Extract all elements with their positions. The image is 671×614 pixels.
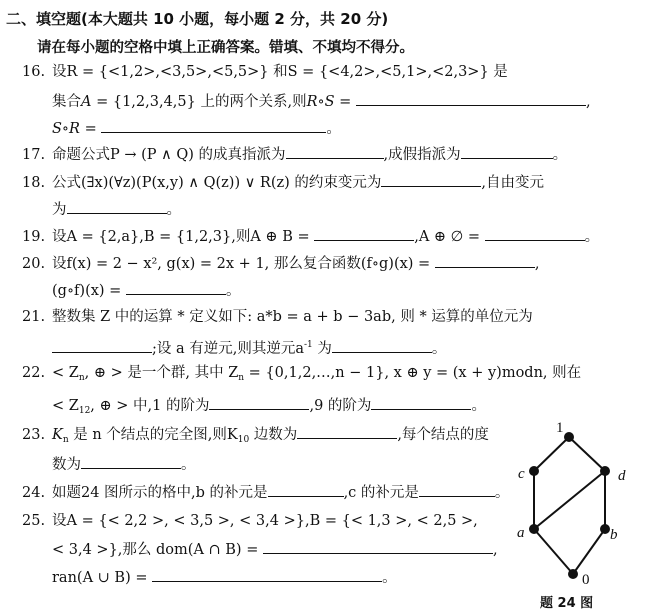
- question-number: 21.: [22, 309, 46, 325]
- question-number: 17.: [22, 147, 46, 163]
- text: < Z: [52, 365, 79, 381]
- text: n: [78, 373, 85, 383]
- node-0: [568, 569, 578, 579]
- text: 。: [494, 485, 510, 501]
- text: 设A = {2,a},B = {1,2,3},则A ⊕ B =: [52, 229, 315, 245]
- text: A: [81, 94, 92, 110]
- text: < Z: [52, 398, 79, 414]
- text: ,每个结点的度: [397, 427, 489, 443]
- question-number: 18.: [22, 175, 46, 191]
- node-label-d: d: [618, 468, 626, 484]
- text: 。: [166, 202, 181, 218]
- text: < 3,4 >},那么 dom(A ∩ B) =: [52, 542, 263, 558]
- question-number: 20.: [22, 256, 46, 272]
- text: n: [238, 373, 245, 383]
- text: 设f(x) = 2 − x², g(x) = 2x + 1, 那么复合函数(f∘g)(x) =: [52, 256, 435, 272]
- text: 整数集 Z 中的运算 * 定义如下: a*b = a + b − 3ab, 则 * 运算的单位元为: [52, 309, 533, 325]
- text: 边数为: [249, 427, 298, 443]
- text: 。: [471, 398, 486, 414]
- text: ,: [534, 256, 540, 272]
- question-text: 设R = {<1,2>,<3,5>,<5,5>} 和S = {<4,2>,<5,1>,<2,3>} 是: [52, 64, 508, 80]
- node-label-b: b: [610, 527, 618, 543]
- text: ,: [492, 542, 498, 558]
- text: ,9 的阶为: [309, 398, 372, 414]
- text: 。: [382, 570, 397, 586]
- text: 。: [552, 147, 568, 163]
- text: =: [79, 121, 102, 137]
- diagram-caption: 题 24 图: [540, 596, 594, 611]
- node-d: [600, 466, 610, 476]
- text: n: [62, 435, 69, 445]
- node-label-a: a: [517, 525, 525, 541]
- node-label-c: c: [518, 466, 525, 482]
- text: 为: [52, 202, 67, 218]
- question-number: 25.: [22, 513, 46, 529]
- node-b: [600, 524, 610, 534]
- text: R∘S: [306, 94, 335, 110]
- text: ;设 a 有逆元,则其逆元a: [152, 341, 305, 357]
- text: ,自由变元: [481, 175, 545, 191]
- question-number: 22.: [22, 365, 46, 381]
- question-number: 23.: [22, 427, 46, 443]
- text: ran(A ∪ B) =: [52, 570, 153, 586]
- text: 为: [312, 341, 332, 357]
- text: K: [52, 427, 63, 443]
- text: = {1,2,3,4,5} 上的两个关系,则: [91, 94, 307, 110]
- text: 是 n 个结点的完全图,则K: [68, 427, 238, 443]
- section-heading: 二、填空题(本大题共 10 小题，每小题 2 分，共 20 分): [6, 10, 389, 28]
- text: 。: [225, 283, 241, 299]
- text: 。: [584, 229, 600, 245]
- text: = {0,1,2,…,n − 1}, x ⊕ y = (x + y)modn, 则在: [244, 365, 582, 381]
- text: 设A = {< 2,2 >, < 3,5 >, < 3,4 >},B = {< 1,3 >, < 2,5 >,: [52, 513, 478, 529]
- text: 10: [237, 435, 250, 445]
- text: , ⊕ > 是一个群, 其中 Z: [84, 365, 239, 381]
- text: 数为: [52, 457, 81, 473]
- question-number: 16.: [22, 64, 46, 80]
- text: 如题24 图所示的格中,b 的补元是: [52, 485, 268, 501]
- text: 12: [78, 406, 91, 416]
- text: 。: [181, 457, 196, 473]
- text: ,c 的补元是: [343, 485, 419, 501]
- text: 命题公式P → (P ∧ Q) 的成真指派为: [52, 147, 286, 163]
- text: S∘R: [52, 121, 80, 137]
- text: 。: [326, 121, 341, 137]
- text: 。: [431, 341, 447, 357]
- text: ,成假指派为: [383, 147, 461, 163]
- node-a: [529, 524, 539, 534]
- section-instruction: 请在每小题的空格中填上正确答案。错填、不填均不得分。: [37, 40, 414, 56]
- question-number: 19.: [22, 229, 46, 245]
- node-label-0: 0: [582, 572, 590, 588]
- text: 公式(∃x)(∀z)(P(x,y) ∧ Q(z)) ∨ R(z) 的约束变元为: [52, 175, 382, 191]
- node-c: [529, 466, 539, 476]
- text: =: [334, 94, 356, 110]
- node-label-1: 1: [556, 420, 564, 436]
- text: ,A ⊕ ∅ =: [414, 229, 485, 245]
- question-number: 24.: [22, 485, 46, 501]
- text: -1: [304, 340, 313, 350]
- text: , ⊕ > 中,1 的阶为: [90, 398, 210, 414]
- text: 集合: [52, 94, 81, 110]
- text: (g∘f)(x) =: [52, 283, 126, 299]
- node-1: [564, 432, 574, 442]
- text: ,: [585, 94, 591, 110]
